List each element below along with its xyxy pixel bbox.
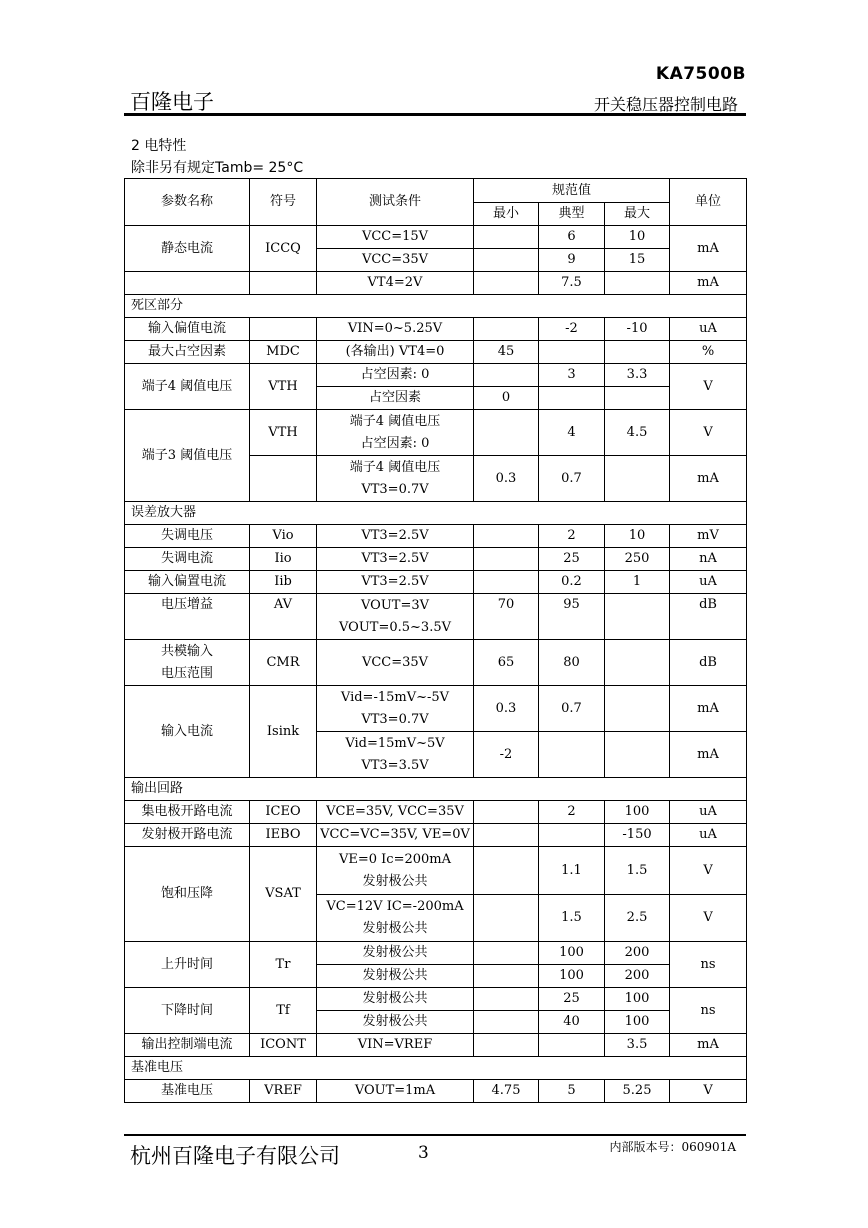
page-number: 3 [418, 1143, 429, 1163]
condition-cell: VT3=2.5V [317, 525, 474, 548]
max-cell: 1 [605, 571, 670, 594]
param-line: 共模输入 [160, 643, 213, 659]
max-cell [605, 272, 670, 295]
col-header-max: 最大 [605, 203, 670, 226]
condition-cell: 发射极公共 [317, 1011, 474, 1034]
electrical-characteristics-table [124, 178, 747, 1103]
min-cell [474, 942, 539, 965]
symbol-cell: VTH [250, 410, 317, 456]
max-cell: 3.5 [605, 1034, 670, 1057]
symbol-cell: Vio [250, 525, 317, 548]
min-cell [474, 249, 539, 272]
typ-cell: 1.5 [539, 895, 605, 942]
symbol-cell: AV [250, 594, 317, 640]
min-cell [474, 571, 539, 594]
table-row [125, 364, 747, 387]
table-row [125, 226, 747, 249]
unit-cell: mA [670, 686, 747, 732]
unit-cell: uA [670, 318, 747, 341]
table-header-row [125, 179, 747, 203]
header-company: 百隆电子 [130, 90, 214, 114]
symbol-cell [250, 272, 317, 295]
unit-cell: ns [670, 988, 747, 1034]
unit-cell: uA [670, 824, 747, 847]
min-cell [474, 988, 539, 1011]
col-header-param: 参数名称 [125, 179, 250, 226]
param-cell: 集电极开路电流 [125, 801, 250, 824]
max-cell: 15 [605, 249, 670, 272]
max-cell: 200 [605, 965, 670, 988]
typ-cell: 1.1 [539, 847, 605, 895]
param-cell: 输入偏值电流 [125, 318, 250, 341]
param-cell: 输入偏置电流 [125, 571, 250, 594]
max-cell: -150 [605, 824, 670, 847]
condition-cell: VCC=35V [317, 249, 474, 272]
condition-line: Vid=-15mV~-5V [340, 689, 450, 705]
condition-cell: VCE=35V, VCC=35V [317, 801, 474, 824]
max-cell [605, 640, 670, 686]
min-cell [474, 272, 539, 295]
max-cell [605, 594, 670, 640]
max-cell: 5.25 [605, 1080, 670, 1103]
min-cell: 0.3 [474, 686, 539, 732]
max-cell: 100 [605, 801, 670, 824]
param-cell: 上升时间 [125, 942, 250, 988]
param-cell: 输入电流 [125, 686, 250, 778]
table-row [125, 548, 747, 571]
condition-line: VE=0 Ic=200mA [338, 851, 451, 867]
min-cell [474, 895, 539, 942]
symbol-cell: MDC [250, 341, 317, 364]
condition-line: VOUT=3V [361, 597, 429, 613]
section-heading-reference: 基准电压 [125, 1057, 747, 1080]
max-cell: 1.5 [605, 847, 670, 895]
typ-cell: 95 [539, 594, 605, 640]
condition-cell: VCC=15V [317, 226, 474, 249]
typ-cell: 100 [539, 942, 605, 965]
table-row [125, 988, 747, 1011]
condition-cell [317, 686, 474, 732]
section-heading-error-amplifier: 误差放大器 [125, 502, 747, 525]
condition-cell: VT4=2V [317, 272, 474, 295]
condition-line: VT3=3.5V [361, 757, 429, 773]
min-cell [474, 318, 539, 341]
symbol-cell: Iio [250, 548, 317, 571]
param-cell: 静态电流 [125, 226, 250, 272]
table-row [125, 686, 747, 732]
table-row [125, 1080, 747, 1103]
table-row [125, 847, 747, 895]
symbol-cell: ICEO [250, 801, 317, 824]
condition-line: 发射极公共 [362, 873, 428, 889]
min-cell: 45 [474, 341, 539, 364]
typ-cell: 9 [539, 249, 605, 272]
table-row [125, 571, 747, 594]
max-cell: 2.5 [605, 895, 670, 942]
unit-cell: % [670, 341, 747, 364]
table-row [125, 801, 747, 824]
table-row [125, 1034, 747, 1057]
max-cell: 3.3 [605, 364, 670, 387]
section-heading-dead-zone: 死区部分 [125, 295, 747, 318]
part-number: KA7500B [655, 64, 746, 84]
min-cell [474, 1011, 539, 1034]
footer-company: 杭州百隆电子有限公司 [130, 1144, 340, 1168]
unit-cell: dB [670, 640, 747, 686]
table-row [125, 318, 747, 341]
condition-cell: VCC=VC=35V, VE=0V [317, 824, 474, 847]
unit-cell: uA [670, 801, 747, 824]
symbol-cell: Iib [250, 571, 317, 594]
table-row [125, 272, 747, 295]
min-cell [474, 226, 539, 249]
symbol-cell [250, 456, 317, 502]
symbol-cell: CMR [250, 640, 317, 686]
min-cell [474, 801, 539, 824]
col-header-condition: 测试条件 [317, 179, 474, 226]
unit-cell: V [670, 895, 747, 942]
symbol-cell: ICONT [250, 1034, 317, 1057]
condition-cell: 占空因素 [317, 387, 474, 410]
min-cell [474, 965, 539, 988]
max-cell: 100 [605, 1011, 670, 1034]
min-cell [474, 548, 539, 571]
max-cell [605, 686, 670, 732]
symbol-cell: VTH [250, 364, 317, 410]
min-cell [474, 824, 539, 847]
max-cell [605, 387, 670, 410]
section-row [125, 295, 747, 318]
test-condition-note: 除非另有规定Tamb= 25°C [131, 160, 304, 176]
section-heading-output-circuit: 输出回路 [125, 778, 747, 801]
typ-cell [539, 387, 605, 410]
symbol-cell: IEBO [250, 824, 317, 847]
col-header-symbol: 符号 [250, 179, 317, 226]
condition-cell: VOUT=1mA [317, 1080, 474, 1103]
typ-cell: 0.2 [539, 571, 605, 594]
min-cell: -2 [474, 732, 539, 778]
param-cell: 发射极开路电流 [125, 824, 250, 847]
param-cell [125, 272, 250, 295]
unit-cell: V [670, 410, 747, 456]
param-cell: 输出控制端电流 [125, 1034, 250, 1057]
col-header-unit: 单位 [670, 179, 747, 226]
col-header-min: 最小 [474, 203, 539, 226]
table-row [125, 525, 747, 548]
unit-cell: V [670, 847, 747, 895]
condition-line: 端子4 阈值电压 [349, 459, 441, 475]
typ-cell: 25 [539, 548, 605, 571]
min-cell [474, 364, 539, 387]
col-header-typ: 典型 [539, 203, 605, 226]
typ-cell: 40 [539, 1011, 605, 1034]
max-cell: -10 [605, 318, 670, 341]
header-subtitle: 开关稳压器控制电路 [593, 95, 738, 114]
condition-cell [317, 895, 474, 942]
section-title: 2 电特性 [131, 138, 187, 154]
min-cell: 0.3 [474, 456, 539, 502]
param-cell: 端子4 阈值电压 [125, 364, 250, 410]
unit-cell: V [670, 1080, 747, 1103]
unit-cell: mA [670, 456, 747, 502]
typ-cell: 2 [539, 525, 605, 548]
param-cell: 下降时间 [125, 988, 250, 1034]
condition-cell [317, 456, 474, 502]
condition-cell: VT3=2.5V [317, 548, 474, 571]
condition-cell: VIN=VREF [317, 1034, 474, 1057]
symbol-cell: Tr [250, 942, 317, 988]
param-cell: 最大占空因素 [125, 341, 250, 364]
condition-cell: 发射极公共 [317, 942, 474, 965]
typ-cell [539, 1034, 605, 1057]
condition-cell [317, 594, 474, 640]
condition-cell: (各输出) VT4=0 [317, 341, 474, 364]
typ-cell [539, 732, 605, 778]
param-line: 电压范围 [160, 665, 213, 681]
min-cell [474, 410, 539, 456]
param-cell: 端子3 阈值电压 [125, 410, 250, 502]
condition-line: 占空因素: 0 [360, 435, 430, 451]
table-row [125, 594, 747, 640]
param-cell: 基准电压 [125, 1080, 250, 1103]
typ-cell: 7.5 [539, 272, 605, 295]
condition-line: VT3=0.7V [361, 711, 429, 727]
condition-cell: 发射极公共 [317, 965, 474, 988]
symbol-cell: Tf [250, 988, 317, 1034]
internal-version: 内部版本号：060901A [609, 1140, 736, 1154]
col-header-spec: 规范值 [474, 179, 670, 203]
condition-cell [317, 847, 474, 895]
symbol-cell [250, 318, 317, 341]
unit-cell: dB [670, 594, 747, 640]
max-cell: 4.5 [605, 410, 670, 456]
param-cell: 失调电流 [125, 548, 250, 571]
symbol-cell: ICCQ [250, 226, 317, 272]
symbol-cell: VSAT [250, 847, 317, 942]
footer-rule [124, 1134, 746, 1136]
max-cell: 10 [605, 226, 670, 249]
min-cell [474, 1034, 539, 1057]
typ-cell: 2 [539, 801, 605, 824]
typ-cell: 4 [539, 410, 605, 456]
unit-cell: mV [670, 525, 747, 548]
condition-line: 端子4 阈值电压 [349, 413, 441, 429]
symbol-cell: VREF [250, 1080, 317, 1103]
min-cell: 65 [474, 640, 539, 686]
condition-cell: VT3=2.5V [317, 571, 474, 594]
typ-cell [539, 341, 605, 364]
typ-cell: 0.7 [539, 456, 605, 502]
param-cell: 饱和压降 [125, 847, 250, 942]
symbol-cell: Isink [250, 686, 317, 778]
min-cell [474, 847, 539, 895]
param-cell: 电压增益 [125, 594, 250, 640]
table-row [125, 410, 747, 456]
condition-line: Vid=15mV~5V [345, 735, 445, 751]
unit-cell: mA [670, 272, 747, 295]
param-cell [125, 640, 250, 686]
unit-cell: mA [670, 1034, 747, 1057]
min-cell: 0 [474, 387, 539, 410]
condition-cell [317, 732, 474, 778]
condition-line: VT3=0.7V [361, 481, 429, 497]
unit-cell: V [670, 364, 747, 410]
section-row [125, 502, 747, 525]
condition-line: VOUT=0.5~3.5V [339, 619, 451, 635]
header-rule [124, 113, 746, 116]
typ-cell: 100 [539, 965, 605, 988]
max-cell: 10 [605, 525, 670, 548]
max-cell [605, 732, 670, 778]
max-cell: 200 [605, 942, 670, 965]
table-row [125, 640, 747, 686]
condition-cell: 发射极公共 [317, 988, 474, 1011]
section-row [125, 778, 747, 801]
typ-cell: 80 [539, 640, 605, 686]
typ-cell: 5 [539, 1080, 605, 1103]
condition-cell: VIN=0~5.25V [317, 318, 474, 341]
typ-cell: 0.7 [539, 686, 605, 732]
min-cell: 70 [474, 594, 539, 640]
section-row [125, 1057, 747, 1080]
condition-line: VC=12V IC=-200mA [326, 899, 464, 914]
max-cell: 100 [605, 988, 670, 1011]
unit-cell: mA [670, 226, 747, 272]
max-cell [605, 341, 670, 364]
typ-cell: 25 [539, 988, 605, 1011]
condition-cell [317, 410, 474, 456]
unit-cell: mA [670, 732, 747, 778]
unit-cell: uA [670, 571, 747, 594]
max-cell [605, 456, 670, 502]
typ-cell [539, 824, 605, 847]
max-cell: 250 [605, 548, 670, 571]
typ-cell: 3 [539, 364, 605, 387]
unit-cell: ns [670, 942, 747, 988]
unit-cell: nA [670, 548, 747, 571]
min-cell: 4.75 [474, 1080, 539, 1103]
table-row [125, 942, 747, 965]
table-row [125, 824, 747, 847]
typ-cell: 6 [539, 226, 605, 249]
table-row [125, 341, 747, 364]
min-cell [474, 525, 539, 548]
condition-cell: VCC=35V [317, 640, 474, 686]
typ-cell: -2 [539, 318, 605, 341]
condition-cell: 占空因素: 0 [317, 364, 474, 387]
condition-line: 发射极公共 [362, 921, 428, 936]
param-cell: 失调电压 [125, 525, 250, 548]
